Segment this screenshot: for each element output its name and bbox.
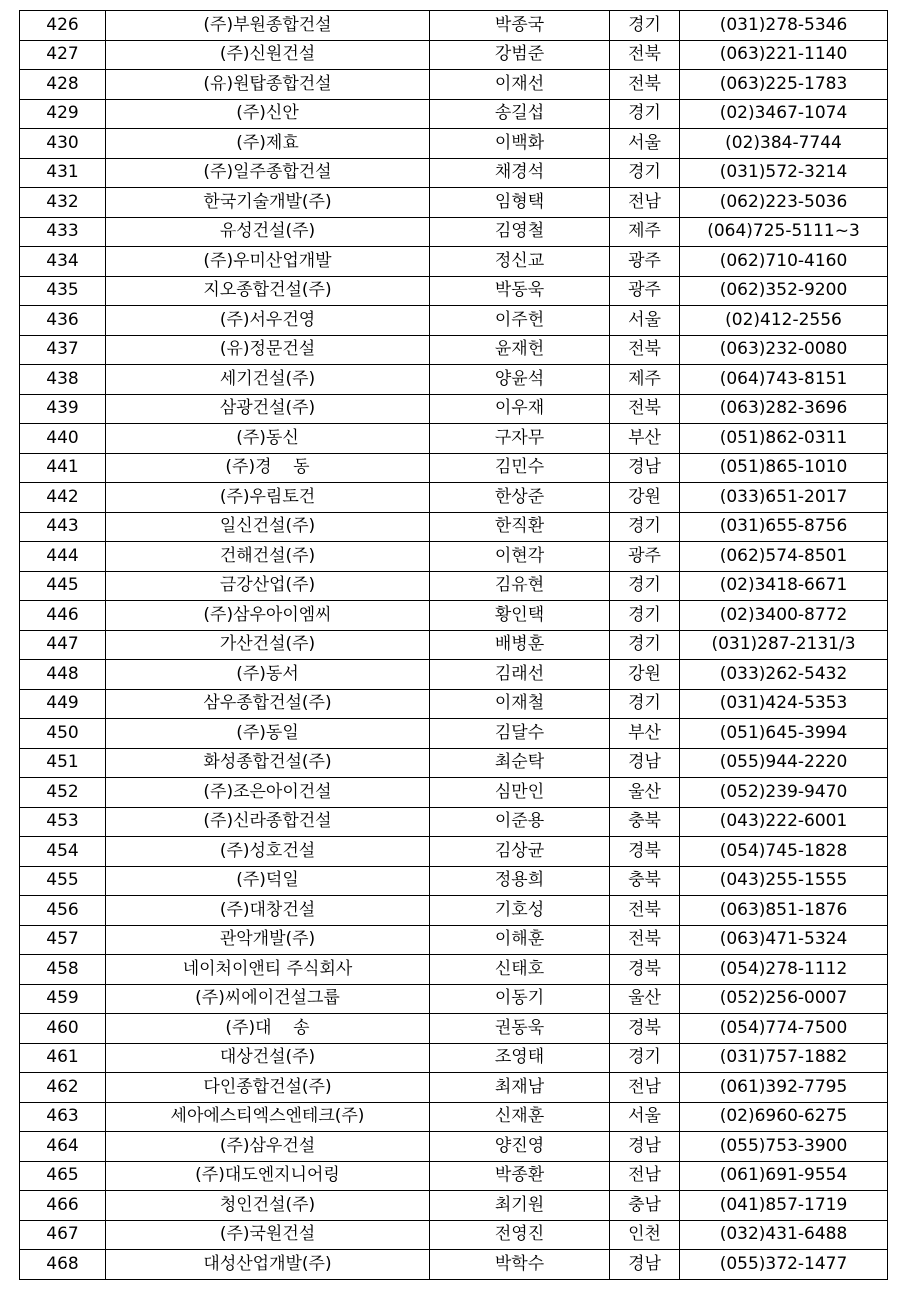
region-cell: 충북	[610, 866, 680, 896]
company-name-cell: (유)정문건설	[106, 335, 430, 365]
phone-number-cell: (063)225-1783	[680, 70, 888, 100]
phone-number-cell: (063)282-3696	[680, 394, 888, 424]
region-cell: 경기	[610, 571, 680, 601]
region-cell: 경남	[610, 1250, 680, 1280]
phone-number-cell: (062)352-9200	[680, 276, 888, 306]
representative-cell: 이재선	[430, 70, 610, 100]
region-cell: 광주	[610, 247, 680, 277]
table-row	[20, 1043, 888, 1073]
table-row	[20, 129, 888, 159]
representative-cell: 정용희	[430, 866, 610, 896]
region-cell: 경기	[610, 158, 680, 188]
company-name-cell: 일신건설(주)	[106, 512, 430, 542]
phone-number-cell: (055)372-1477	[680, 1250, 888, 1280]
row-number-cell: 462	[20, 1073, 106, 1103]
representative-cell: 윤재헌	[430, 335, 610, 365]
phone-number-cell: (052)256-0007	[680, 984, 888, 1014]
phone-number-cell: (032)431-6488	[680, 1220, 888, 1250]
row-number-cell: 444	[20, 542, 106, 572]
region-cell: 전남	[610, 1161, 680, 1191]
representative-cell: 임형택	[430, 188, 610, 218]
phone-number-cell: (031)655-8756	[680, 512, 888, 542]
phone-number-cell: (064)743-8151	[680, 365, 888, 395]
representative-cell: 김유현	[430, 571, 610, 601]
table-row	[20, 158, 888, 188]
row-number-cell: 461	[20, 1043, 106, 1073]
table-row	[20, 70, 888, 100]
representative-cell: 송길섭	[430, 99, 610, 129]
row-number-cell: 432	[20, 188, 106, 218]
representative-cell: 이해훈	[430, 925, 610, 955]
company-name-cell: 지오종합건설(주)	[106, 276, 430, 306]
region-cell: 인천	[610, 1220, 680, 1250]
region-cell: 울산	[610, 778, 680, 808]
representative-cell: 황인택	[430, 601, 610, 631]
company-name-cell: (주)신안	[106, 99, 430, 129]
row-number-cell: 456	[20, 896, 106, 926]
table-row	[20, 40, 888, 70]
table-row	[20, 335, 888, 365]
row-number-cell: 450	[20, 719, 106, 749]
table-row	[20, 424, 888, 454]
region-cell: 경기	[610, 512, 680, 542]
table-row	[20, 276, 888, 306]
table-row	[20, 188, 888, 218]
row-number-cell: 442	[20, 483, 106, 513]
table-row	[20, 807, 888, 837]
contractor-table-body	[20, 11, 888, 1280]
table-row	[20, 394, 888, 424]
phone-number-cell: (02)3418-6671	[680, 571, 888, 601]
row-number-cell: 449	[20, 689, 106, 719]
table-row	[20, 483, 888, 513]
phone-number-cell: (062)574-8501	[680, 542, 888, 572]
company-name-cell: 화성종합건설(주)	[106, 748, 430, 778]
row-number-cell: 460	[20, 1014, 106, 1044]
table-row	[20, 601, 888, 631]
representative-cell: 조영태	[430, 1043, 610, 1073]
representative-cell: 한직환	[430, 512, 610, 542]
table-row	[20, 630, 888, 660]
representative-cell: 김상균	[430, 837, 610, 867]
representative-cell: 한상준	[430, 483, 610, 513]
representative-cell: 이주헌	[430, 306, 610, 336]
phone-number-cell: (051)862-0311	[680, 424, 888, 454]
phone-number-cell: (02)384-7744	[680, 129, 888, 159]
representative-cell: 구자무	[430, 424, 610, 454]
phone-number-cell: (051)645-3994	[680, 719, 888, 749]
region-cell: 제주	[610, 217, 680, 247]
phone-number-cell: (031)278-5346	[680, 11, 888, 41]
table-row	[20, 896, 888, 926]
table-row	[20, 306, 888, 336]
representative-cell: 박동욱	[430, 276, 610, 306]
representative-cell: 김영철	[430, 217, 610, 247]
company-name-cell: (주)국원건설	[106, 1220, 430, 1250]
company-name-cell: (주)동일	[106, 719, 430, 749]
row-number-cell: 457	[20, 925, 106, 955]
table-row	[20, 1132, 888, 1162]
representative-cell: 채경석	[430, 158, 610, 188]
phone-number-cell: (051)865-1010	[680, 453, 888, 483]
table-row	[20, 512, 888, 542]
company-name-cell: (주)제효	[106, 129, 430, 159]
region-cell: 경기	[610, 601, 680, 631]
phone-number-cell: (02)6960-6275	[680, 1102, 888, 1132]
row-number-cell: 434	[20, 247, 106, 277]
company-name-cell: 금강산업(주)	[106, 571, 430, 601]
phone-number-cell: (031)572-3214	[680, 158, 888, 188]
representative-cell: 이우재	[430, 394, 610, 424]
representative-cell: 강범준	[430, 40, 610, 70]
row-number-cell: 435	[20, 276, 106, 306]
region-cell: 경북	[610, 955, 680, 985]
table-row	[20, 1014, 888, 1044]
phone-number-cell: (063)851-1876	[680, 896, 888, 926]
row-number-cell: 465	[20, 1161, 106, 1191]
region-cell: 울산	[610, 984, 680, 1014]
row-number-cell: 464	[20, 1132, 106, 1162]
region-cell: 서울	[610, 129, 680, 159]
row-number-cell: 428	[20, 70, 106, 100]
company-name-cell: (주)조은아이건설	[106, 778, 430, 808]
table-row	[20, 660, 888, 690]
table-row	[20, 778, 888, 808]
phone-number-cell: (033)262-5432	[680, 660, 888, 690]
company-name-cell: 대성산업개발(주)	[106, 1250, 430, 1280]
phone-number-cell: (063)232-0080	[680, 335, 888, 365]
phone-number-cell: (043)255-1555	[680, 866, 888, 896]
company-name-cell: 관악개발(주)	[106, 925, 430, 955]
representative-cell: 양윤석	[430, 365, 610, 395]
representative-cell: 이재철	[430, 689, 610, 719]
row-number-cell: 453	[20, 807, 106, 837]
table-row	[20, 247, 888, 277]
row-number-cell: 439	[20, 394, 106, 424]
phone-number-cell: (055)753-3900	[680, 1132, 888, 1162]
company-name-cell: 세아에스티엑스엔테크(주)	[106, 1102, 430, 1132]
table-row	[20, 719, 888, 749]
region-cell: 부산	[610, 719, 680, 749]
region-cell: 경북	[610, 837, 680, 867]
company-name-cell: (주)삼우건설	[106, 1132, 430, 1162]
region-cell: 서울	[610, 306, 680, 336]
phone-number-cell: (052)239-9470	[680, 778, 888, 808]
region-cell: 경기	[610, 1043, 680, 1073]
row-number-cell: 427	[20, 40, 106, 70]
phone-number-cell: (063)471-5324	[680, 925, 888, 955]
company-name-cell: 다인종합건설(주)	[106, 1073, 430, 1103]
representative-cell: 최순탁	[430, 748, 610, 778]
region-cell: 광주	[610, 276, 680, 306]
company-name-cell: 네이처이앤티 주식회사	[106, 955, 430, 985]
phone-number-cell: (031)287-2131/3	[680, 630, 888, 660]
table-row	[20, 866, 888, 896]
company-name-cell: (주)덕일	[106, 866, 430, 896]
contractor-table	[19, 10, 888, 1280]
region-cell: 경남	[610, 1132, 680, 1162]
row-number-cell: 443	[20, 512, 106, 542]
table-row	[20, 748, 888, 778]
phone-number-cell: (061)691-9554	[680, 1161, 888, 1191]
region-cell: 경기	[610, 689, 680, 719]
row-number-cell: 438	[20, 365, 106, 395]
table-row	[20, 1102, 888, 1132]
row-number-cell: 454	[20, 837, 106, 867]
company-name-cell: (주)대창건설	[106, 896, 430, 926]
representative-cell: 김래선	[430, 660, 610, 690]
region-cell: 전북	[610, 40, 680, 70]
row-number-cell: 451	[20, 748, 106, 778]
representative-cell: 기호성	[430, 896, 610, 926]
representative-cell: 이동기	[430, 984, 610, 1014]
region-cell: 강원	[610, 483, 680, 513]
phone-number-cell: (031)757-1882	[680, 1043, 888, 1073]
table-row	[20, 571, 888, 601]
representative-cell: 이준용	[430, 807, 610, 837]
company-name-cell: (주)경 동	[106, 453, 430, 483]
company-name-cell: (주)성호건설	[106, 837, 430, 867]
phone-number-cell: (054)278-1112	[680, 955, 888, 985]
row-number-cell: 440	[20, 424, 106, 454]
company-name-cell: 건해건설(주)	[106, 542, 430, 572]
row-number-cell: 445	[20, 571, 106, 601]
representative-cell: 전영진	[430, 1220, 610, 1250]
company-name-cell: 삼광건설(주)	[106, 394, 430, 424]
table-row	[20, 365, 888, 395]
row-number-cell: 458	[20, 955, 106, 985]
region-cell: 전북	[610, 925, 680, 955]
table-row	[20, 955, 888, 985]
representative-cell: 최기원	[430, 1191, 610, 1221]
phone-number-cell: (02)3400-8772	[680, 601, 888, 631]
region-cell: 광주	[610, 542, 680, 572]
representative-cell: 신재훈	[430, 1102, 610, 1132]
company-name-cell: (유)원탑종합건설	[106, 70, 430, 100]
row-number-cell: 430	[20, 129, 106, 159]
phone-number-cell: (062)710-4160	[680, 247, 888, 277]
row-number-cell: 426	[20, 11, 106, 41]
company-name-cell: (주)대 송	[106, 1014, 430, 1044]
region-cell: 제주	[610, 365, 680, 395]
region-cell: 경남	[610, 453, 680, 483]
representative-cell: 신태호	[430, 955, 610, 985]
region-cell: 서울	[610, 1102, 680, 1132]
representative-cell: 박종환	[430, 1161, 610, 1191]
company-name-cell: 세기건설(주)	[106, 365, 430, 395]
company-name-cell: 대상건설(주)	[106, 1043, 430, 1073]
region-cell: 경남	[610, 748, 680, 778]
row-number-cell: 447	[20, 630, 106, 660]
company-name-cell: (주)부원종합건설	[106, 11, 430, 41]
phone-number-cell: (055)944-2220	[680, 748, 888, 778]
table-row	[20, 1191, 888, 1221]
table-row	[20, 11, 888, 41]
representative-cell: 이백화	[430, 129, 610, 159]
row-number-cell: 463	[20, 1102, 106, 1132]
table-row	[20, 1220, 888, 1250]
company-name-cell: (주)동신	[106, 424, 430, 454]
table-row	[20, 1161, 888, 1191]
phone-number-cell: (063)221-1140	[680, 40, 888, 70]
phone-number-cell: (041)857-1719	[680, 1191, 888, 1221]
region-cell: 강원	[610, 660, 680, 690]
row-number-cell: 459	[20, 984, 106, 1014]
region-cell: 전남	[610, 188, 680, 218]
representative-cell: 박학수	[430, 1250, 610, 1280]
row-number-cell: 466	[20, 1191, 106, 1221]
company-name-cell: 가산건설(주)	[106, 630, 430, 660]
row-number-cell: 441	[20, 453, 106, 483]
region-cell: 충북	[610, 807, 680, 837]
row-number-cell: 431	[20, 158, 106, 188]
company-name-cell: (주)씨에이건설그룹	[106, 984, 430, 1014]
company-name-cell: (주)우림토건	[106, 483, 430, 513]
region-cell: 전북	[610, 394, 680, 424]
region-cell: 전북	[610, 70, 680, 100]
company-name-cell: (주)신라종합건설	[106, 807, 430, 837]
company-name-cell: (주)삼우아이엠씨	[106, 601, 430, 631]
row-number-cell: 455	[20, 866, 106, 896]
company-name-cell: (주)동서	[106, 660, 430, 690]
table-row	[20, 542, 888, 572]
table-row	[20, 837, 888, 867]
representative-cell: 양진영	[430, 1132, 610, 1162]
company-name-cell: (주)일주종합건설	[106, 158, 430, 188]
row-number-cell: 448	[20, 660, 106, 690]
row-number-cell: 467	[20, 1220, 106, 1250]
phone-number-cell: (031)424-5353	[680, 689, 888, 719]
table-row	[20, 453, 888, 483]
representative-cell: 이현각	[430, 542, 610, 572]
phone-number-cell: (02)3467-1074	[680, 99, 888, 129]
company-name-cell: (주)대도엔지니어링	[106, 1161, 430, 1191]
table-row	[20, 1073, 888, 1103]
company-name-cell: (주)신원건설	[106, 40, 430, 70]
phone-number-cell: (054)774-7500	[680, 1014, 888, 1044]
phone-number-cell: (062)223-5036	[680, 188, 888, 218]
company-name-cell: (주)서우건영	[106, 306, 430, 336]
region-cell: 경기	[610, 99, 680, 129]
table-row	[20, 217, 888, 247]
phone-number-cell: (064)725-5111~3	[680, 217, 888, 247]
row-number-cell: 452	[20, 778, 106, 808]
row-number-cell: 433	[20, 217, 106, 247]
representative-cell: 김민수	[430, 453, 610, 483]
region-cell: 전북	[610, 896, 680, 926]
company-name-cell: (주)우미산업개발	[106, 247, 430, 277]
company-name-cell: 유성건설(주)	[106, 217, 430, 247]
row-number-cell: 437	[20, 335, 106, 365]
region-cell: 전남	[610, 1073, 680, 1103]
phone-number-cell: (033)651-2017	[680, 483, 888, 513]
phone-number-cell: (02)412-2556	[680, 306, 888, 336]
table-row	[20, 925, 888, 955]
row-number-cell: 446	[20, 601, 106, 631]
region-cell: 전북	[610, 335, 680, 365]
row-number-cell: 436	[20, 306, 106, 336]
table-row	[20, 689, 888, 719]
row-number-cell: 468	[20, 1250, 106, 1280]
region-cell: 경북	[610, 1014, 680, 1044]
table-row	[20, 99, 888, 129]
region-cell: 부산	[610, 424, 680, 454]
phone-number-cell: (043)222-6001	[680, 807, 888, 837]
representative-cell: 정신교	[430, 247, 610, 277]
phone-number-cell: (054)745-1828	[680, 837, 888, 867]
region-cell: 경기	[610, 630, 680, 660]
representative-cell: 김달수	[430, 719, 610, 749]
table-row	[20, 984, 888, 1014]
table-row	[20, 1250, 888, 1280]
company-name-cell: 삼우종합건설(주)	[106, 689, 430, 719]
representative-cell: 최재남	[430, 1073, 610, 1103]
representative-cell: 배병훈	[430, 630, 610, 660]
region-cell: 충남	[610, 1191, 680, 1221]
phone-number-cell: (061)392-7795	[680, 1073, 888, 1103]
company-name-cell: 청인건설(주)	[106, 1191, 430, 1221]
row-number-cell: 429	[20, 99, 106, 129]
company-name-cell: 한국기술개발(주)	[106, 188, 430, 218]
representative-cell: 박종국	[430, 11, 610, 41]
region-cell: 경기	[610, 11, 680, 41]
representative-cell: 권동욱	[430, 1014, 610, 1044]
representative-cell: 심만인	[430, 778, 610, 808]
